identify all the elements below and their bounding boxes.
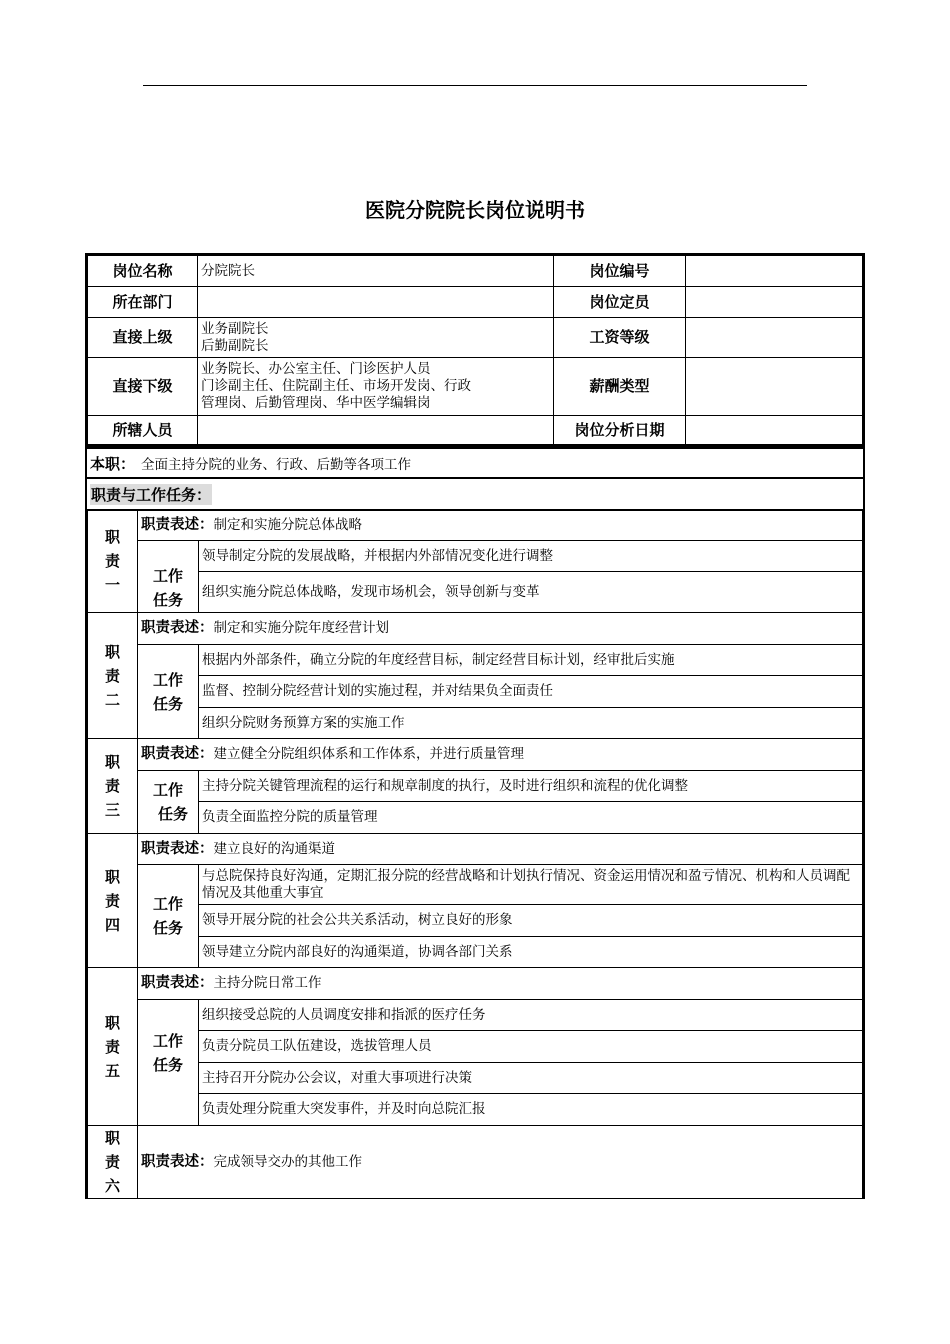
duty-number: 职 责 二 <box>88 613 138 739</box>
header-rule <box>143 85 807 86</box>
analysis-date-label: 岗位分析日期 <box>554 416 686 445</box>
superior-line: 后勤副院长 <box>201 337 269 354</box>
duties-header-row <box>85 477 865 511</box>
subordinate-value <box>198 358 554 416</box>
staff-value <box>198 416 554 445</box>
work-tasks-label: 工作 任务 <box>138 865 199 968</box>
post-name-value: 分院院长 <box>198 256 554 287</box>
duty-description: 职责表述：主持分院日常工作 <box>138 968 863 1000</box>
task-item: 负责全面监控分院的质量管理 <box>199 802 863 834</box>
info-table <box>85 253 865 447</box>
work-tasks-label: 工作 任务 <box>138 541 199 613</box>
subordinate-line: 管理岗、后勤管理岗、华中医学编辑岗 <box>201 395 431 411</box>
task-item: 与总院保持良好沟通，定期汇报分院的经营战略和计划执行情况、资金运用情况和盈亏情况、机构和人员调配情况及其他重大事宜 <box>199 865 863 905</box>
pay-type-label: 薪酬类型 <box>554 358 686 416</box>
task-item: 组织分院财务预算方案的实施工作 <box>199 708 863 739</box>
task-item: 组织实施分院总体战略，发现市场机会，领导创新与变革 <box>199 572 863 613</box>
duty-number: 职 责 四 <box>88 834 138 968</box>
duty-description: 职责表述：建立良好的沟通渠道 <box>138 834 863 865</box>
summary-row <box>85 447 865 479</box>
grade-label: 工资等级 <box>554 318 686 358</box>
summary-label: 本职： <box>90 454 136 473</box>
duty-description: 职责表述：完成领导交办的其他工作 <box>138 1126 863 1199</box>
pay-type-value <box>686 358 863 416</box>
task-item: 领导制定分院的发展战略，并根据内外部情况变化进行调整 <box>199 541 863 572</box>
subordinate-label: 直接下级 <box>88 358 198 416</box>
task-item: 领导建立分院内部良好的沟通渠道，协调各部门关系 <box>199 937 863 968</box>
analysis-date-value <box>686 416 863 445</box>
task-item: 根据内外部条件，确立分院的年度经营目标，制定经营目标计划，经审批后实施 <box>199 645 863 676</box>
duty-description: 职责表述：制定和实施分院总体战略 <box>138 510 863 541</box>
superior-line: 业务副院长 <box>201 320 269 337</box>
grade-value <box>686 318 863 358</box>
duty-number: 职 责 一 <box>88 510 138 613</box>
task-item: 领导开展分院的社会公共关系活动，树立良好的形象 <box>199 905 863 937</box>
work-tasks-label: 工作 任务 <box>138 645 199 739</box>
post-no-label: 岗位编号 <box>554 256 686 287</box>
quota-label: 岗位定员 <box>554 287 686 318</box>
duty-description: 职责表述：建立健全分院组织体系和工作体系，并进行质量管理 <box>138 739 863 771</box>
duty-number: 职 责 六 <box>88 1126 138 1199</box>
task-item: 负责分院员工队伍建设，选拔管理人员 <box>199 1031 863 1063</box>
superior-label: 直接上级 <box>88 318 198 358</box>
subordinate-line: 业务院长、办公室主任、门诊医护人员 <box>201 361 431 377</box>
dept-value <box>198 287 554 318</box>
task-item: 组织接受总院的人员调度安排和指派的医疗任务 <box>199 1000 863 1031</box>
duty-description: 职责表述：制定和实施分院年度经营计划 <box>138 613 863 645</box>
post-no-value <box>686 256 863 287</box>
duty-number: 职 责 三 <box>88 739 138 834</box>
document-title: 医院分院院长岗位说明书 <box>365 198 585 222</box>
quota-value <box>686 287 863 318</box>
post-name-label: 岗位名称 <box>88 256 198 287</box>
duty-number: 职 责 五 <box>88 968 138 1126</box>
task-item: 负责处理分院重大突发事件，并及时向总院汇报 <box>199 1094 863 1126</box>
superior-value <box>198 318 554 358</box>
summary-text: 全面主持分院的业务、行政、后勤等各项工作 <box>141 457 412 473</box>
work-tasks-label: 工作 任务 <box>138 1000 199 1126</box>
duties-table <box>85 509 865 1199</box>
work-tasks-label: 工作 任务 <box>138 771 199 834</box>
staff-label: 所辖人员 <box>88 416 198 445</box>
task-item: 主持分院关键管理流程的运行和规章制度的执行，及时进行组织和流程的优化调整 <box>199 771 863 802</box>
task-item: 主持召开分院办公会议，对重大事项进行决策 <box>199 1063 863 1094</box>
duties-header: 职责与工作任务： <box>91 485 212 504</box>
dept-label: 所在部门 <box>88 287 198 318</box>
subordinate-line: 门诊副主任、住院副主任、市场开发岗、行政 <box>201 378 471 394</box>
task-item: 监督、控制分院经营计划的实施过程，并对结果负全面责任 <box>199 676 863 708</box>
